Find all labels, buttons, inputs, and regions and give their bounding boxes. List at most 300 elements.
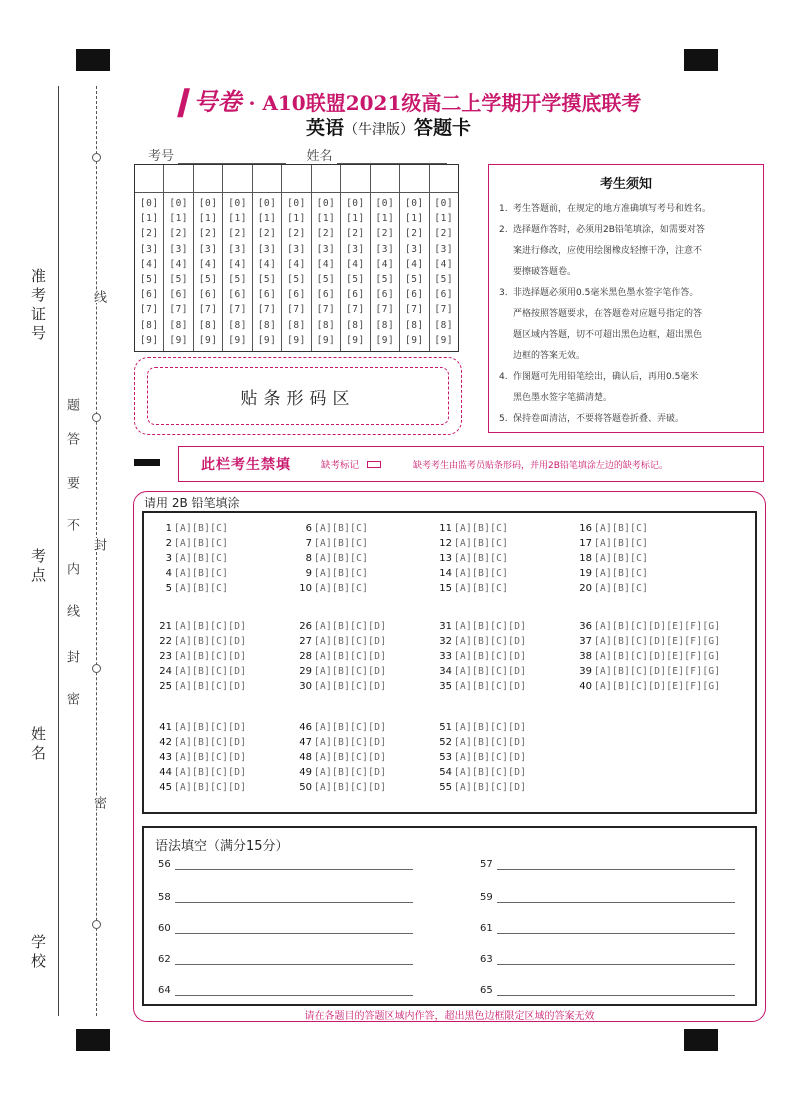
seal-text: 封 <box>64 650 79 663</box>
seal-text-line: 线 <box>91 290 106 303</box>
answer-bubbles[interactable]: [A][B][C][D] <box>454 767 527 778</box>
question-row <box>570 523 648 534</box>
exam-number-grid <box>134 164 459 352</box>
digit-bubble[interactable]: [3] <box>169 243 189 255</box>
digit-bubble[interactable]: [6] <box>287 289 306 301</box>
grammar-question-number: 57 <box>480 859 493 870</box>
answer-bubbles[interactable]: [A][B][C] <box>314 538 369 549</box>
digit-bubble[interactable]: [9] <box>169 334 189 346</box>
question-number: 41 <box>159 722 172 733</box>
barcode-label: 贴条形码区 <box>147 367 449 425</box>
answer-bubbles[interactable]: [A][B][C][D] <box>174 636 247 647</box>
digit-bubble[interactable]: [9] <box>346 334 365 346</box>
grammar-answer-line[interactable] <box>175 933 413 934</box>
question-number: 24 <box>159 666 172 677</box>
answer-bubbles[interactable]: [A][B][C] <box>454 553 509 564</box>
answer-bubbles[interactable]: [A][B][C] <box>174 523 229 534</box>
answer-bubbles[interactable]: [A][B][C][D] <box>314 651 387 662</box>
question-number: 29 <box>299 666 312 677</box>
digit-bubble[interactable]: [5] <box>346 274 365 286</box>
digit-bubble[interactable]: [3] <box>228 243 247 255</box>
digit-bubble[interactable]: [0] <box>287 198 306 210</box>
digit-bubble[interactable]: [5] <box>287 274 306 286</box>
seal-text: 题 <box>64 398 79 411</box>
digit-bubble[interactable]: [7] <box>228 304 247 316</box>
digit-bubble[interactable]: [6] <box>346 289 365 301</box>
digit-bubble[interactable]: [5] <box>316 274 336 286</box>
answer-bubbles[interactable]: [A][B][C] <box>454 568 509 579</box>
answer-bubbles[interactable]: [A][B][C][D] <box>174 752 247 763</box>
digit-bubble[interactable]: [6] <box>169 289 189 301</box>
answer-bubbles[interactable]: [A][B][C][D] <box>314 767 387 778</box>
notice-item-number: 4. <box>499 372 508 382</box>
grammar-answer-line[interactable] <box>175 995 413 996</box>
notice-item-text: 要擦破答题卷。 <box>513 267 577 277</box>
digit-entry-cell[interactable] <box>430 165 458 193</box>
grammar-question-number: 63 <box>480 954 493 965</box>
question-row <box>150 651 246 662</box>
digit-bubble[interactable]: [1] <box>228 213 247 225</box>
question-number: 8 <box>305 553 312 564</box>
digit-bubble[interactable]: [9] <box>287 334 306 346</box>
answer-bubbles[interactable]: [A][B][C] <box>454 523 509 534</box>
answer-bubbles[interactable]: [A][B][C][D] <box>454 752 527 763</box>
answer-bubbles[interactable]: [A][B][C][D] <box>454 621 527 632</box>
digit-bubble[interactable]: [0] <box>404 198 424 210</box>
digit-entry-cell[interactable] <box>164 165 192 193</box>
question-number: 20 <box>579 583 592 594</box>
digit-bubble[interactable]: [7] <box>139 304 159 316</box>
question-number: 34 <box>439 666 452 677</box>
answer-bubbles[interactable]: [A][B][C][D] <box>174 722 247 733</box>
grammar-fill-row <box>158 859 413 870</box>
digit-bubble[interactable]: [0] <box>316 198 336 210</box>
question-number: 11 <box>439 523 452 534</box>
digit-bubble[interactable]: [7] <box>287 304 306 316</box>
digit-bubble[interactable]: [4] <box>375 258 395 270</box>
digit-bubble[interactable]: [2] <box>375 228 395 240</box>
answer-bubbles[interactable]: [A][B][C] <box>594 538 649 549</box>
notice-item-number: 2. <box>499 225 508 235</box>
digit-bubble[interactable]: [7] <box>434 304 454 316</box>
notice-item-text: 严格按照答题要求，在答题卷对应题号指定的答 <box>513 309 703 319</box>
answer-bubbles[interactable]: [A][B][C][D][E][F][G] <box>594 651 721 662</box>
digit-bubble[interactable]: [9] <box>316 334 336 346</box>
digit-bubble[interactable]: [9] <box>434 334 454 346</box>
grammar-question-number: 59 <box>480 892 493 903</box>
question-row <box>150 752 246 763</box>
digit-bubble[interactable]: [3] <box>434 243 454 255</box>
question-number: 16 <box>579 523 592 534</box>
digit-bubble[interactable]: [8] <box>139 319 159 331</box>
answer-bubbles[interactable]: [A][B][C][D] <box>454 651 527 662</box>
answer-bubbles[interactable]: [A][B][C][D] <box>454 737 527 748</box>
question-number: 19 <box>579 568 592 579</box>
answer-bubbles[interactable]: [A][B][C][D] <box>174 782 247 793</box>
digit-column <box>282 165 311 351</box>
answer-bubbles[interactable]: [A][B][C][D] <box>174 666 247 677</box>
digit-bubble[interactable]: [8] <box>169 319 189 331</box>
question-row <box>290 767 386 778</box>
digit-entry-cell[interactable] <box>253 165 281 193</box>
answer-bubbles[interactable]: [A][B][C][D] <box>454 722 527 733</box>
answer-bubbles[interactable]: [A][B][C][D][E][F][G] <box>594 666 721 677</box>
question-number: 22 <box>159 636 172 647</box>
digit-bubble[interactable]: [0] <box>139 198 159 210</box>
question-row <box>290 538 368 549</box>
digit-bubble[interactable]: [4] <box>139 258 159 270</box>
answer-bubbles[interactable]: [A][B][C] <box>594 583 649 594</box>
digit-bubble[interactable]: [5] <box>434 274 454 286</box>
question-number: 49 <box>299 767 312 778</box>
grammar-fill-row <box>158 985 413 996</box>
digit-bubble[interactable]: [6] <box>316 289 336 301</box>
answer-bubbles[interactable]: [A][B][C][D] <box>454 636 527 647</box>
question-number: 36 <box>579 621 592 632</box>
seal-text: 密 <box>64 692 79 705</box>
notice-item-text: 作图题可先用铅笔绘出，确认后，再用0.5毫米 <box>513 372 699 382</box>
digit-bubble[interactable]: [2] <box>139 228 159 240</box>
digit-bubble[interactable]: [6] <box>434 289 454 301</box>
question-number: 12 <box>439 538 452 549</box>
digit-bubble[interactable]: [6] <box>139 289 159 301</box>
digit-column <box>341 165 370 351</box>
digit-entry-cell[interactable] <box>312 165 340 193</box>
digit-bubble[interactable]: [5] <box>375 274 395 286</box>
digit-bubble[interactable]: [0] <box>169 198 189 210</box>
digit-bubble[interactable]: [9] <box>139 334 159 346</box>
question-row <box>150 523 228 534</box>
exam-title: ❙号卷 · A10联盟2021级高二上学期开学摸底联考 <box>170 84 642 117</box>
digit-bubble[interactable]: [5] <box>404 274 424 286</box>
digit-bubble[interactable]: [0] <box>257 198 277 210</box>
digit-bubble[interactable]: [9] <box>375 334 395 346</box>
answer-bubbles[interactable]: [A][B][C][D] <box>454 782 527 793</box>
question-row <box>150 538 228 549</box>
digit-bubble[interactable]: [4] <box>404 258 424 270</box>
answer-bubbles[interactable]: [A][B][C][D][E][F][G] <box>594 621 721 632</box>
registration-mark <box>684 49 718 71</box>
digit-bubble[interactable]: [1] <box>346 213 365 225</box>
answer-bubbles[interactable]: [A][B][C][D] <box>314 737 387 748</box>
question-row <box>290 523 368 534</box>
digit-bubble[interactable]: [2] <box>169 228 189 240</box>
digit-bubble[interactable]: [6] <box>404 289 424 301</box>
digit-bubble[interactable]: [3] <box>404 243 424 255</box>
answer-bubbles[interactable]: [A][B][C][D] <box>454 681 527 692</box>
digit-bubble[interactable]: [8] <box>287 319 306 331</box>
answer-bubbles[interactable]: [A][B][C][D] <box>314 722 387 733</box>
grammar-answer-line[interactable] <box>497 869 735 870</box>
digit-bubble[interactable]: [2] <box>434 228 454 240</box>
digit-bubble[interactable]: [1] <box>404 213 424 225</box>
question-number: 53 <box>439 752 452 763</box>
answer-bubbles[interactable]: [A][B][C] <box>174 568 229 579</box>
question-number: 46 <box>299 722 312 733</box>
grammar-fill-row <box>480 892 735 903</box>
digit-column <box>135 165 164 351</box>
digit-entry-cell[interactable] <box>400 165 428 193</box>
digit-bubble[interactable]: [1] <box>316 213 336 225</box>
digit-bubble[interactable]: [8] <box>375 319 395 331</box>
answer-bubbles[interactable]: [A][B][C] <box>454 538 509 549</box>
digit-bubble[interactable]: [1] <box>287 213 306 225</box>
digit-bubble[interactable]: [6] <box>228 289 247 301</box>
seal-text: 答 <box>64 432 79 445</box>
answer-bubbles[interactable]: [A][B][C] <box>174 538 229 549</box>
answer-bubbles[interactable]: [A][B][C] <box>174 553 229 564</box>
answer-bubbles[interactable]: [A][B][C][D][E][F][G] <box>594 681 721 692</box>
grammar-answer-line[interactable] <box>497 902 735 903</box>
answer-bubbles[interactable]: [A][B][C] <box>594 568 649 579</box>
notice-item-text: 非选择题必须用0.5毫米黑色墨水签字笔作答。 <box>513 288 699 298</box>
answer-bubbles[interactable]: [A][B][C][D] <box>174 767 247 778</box>
digit-bubble[interactable]: [4] <box>228 258 247 270</box>
grammar-question-number: 61 <box>480 923 493 934</box>
answer-bubbles[interactable]: [A][B][C][D] <box>454 666 527 677</box>
digit-bubble[interactable]: [8] <box>316 319 336 331</box>
digit-bubble[interactable]: [5] <box>169 274 189 286</box>
question-number: 14 <box>439 568 452 579</box>
question-number: 2 <box>165 538 172 549</box>
question-number: 50 <box>299 782 312 793</box>
digit-bubble[interactable]: [2] <box>346 228 365 240</box>
answer-bubbles[interactable]: [A][B][C][D] <box>314 752 387 763</box>
question-number: 30 <box>299 681 312 692</box>
question-number: 55 <box>439 782 452 793</box>
question-row <box>290 752 386 763</box>
seal-text: 要 <box>64 476 79 489</box>
digit-bubble[interactable]: [0] <box>198 198 218 210</box>
answer-bubbles[interactable]: [A][B][C] <box>174 583 229 594</box>
absent-mark-box[interactable] <box>367 461 381 468</box>
digit-bubble[interactable]: [0] <box>375 198 395 210</box>
digit-bubble[interactable]: [1] <box>198 213 218 225</box>
digit-bubble[interactable]: [2] <box>198 228 218 240</box>
digit-bubble[interactable]: [4] <box>257 258 277 270</box>
exam-title-text: A10联盟2021级高二上学期开学摸底联考 <box>262 91 642 115</box>
question-number: 17 <box>579 538 592 549</box>
digit-bubble[interactable]: [7] <box>169 304 189 316</box>
digit-bubble[interactable]: [0] <box>228 198 247 210</box>
digit-bubble[interactable]: [1] <box>434 213 454 225</box>
answer-bubbles[interactable]: [A][B][C] <box>594 523 649 534</box>
answer-bubbles[interactable]: [A][B][C] <box>314 568 369 579</box>
digit-column <box>164 165 193 351</box>
digit-bubble[interactable]: [8] <box>198 319 218 331</box>
registration-mark <box>684 1029 718 1051</box>
question-row <box>430 681 526 692</box>
notice-item-text: 保持卷面清洁，不要将答题卷折叠、弄破。 <box>513 414 685 424</box>
digit-bubble[interactable]: [2] <box>316 228 336 240</box>
question-number: 1 <box>165 523 172 534</box>
answer-bubbles[interactable]: [A][B][C] <box>314 523 369 534</box>
digit-bubble[interactable]: [7] <box>346 304 365 316</box>
binding-hole <box>92 153 101 162</box>
binding-hole <box>92 413 101 422</box>
grammar-fill-row <box>158 923 413 934</box>
answer-bubbles[interactable]: [A][B][C][D] <box>314 621 387 632</box>
answer-bubbles[interactable]: [A][B][C][D] <box>174 621 247 632</box>
digit-bubble[interactable]: [3] <box>346 243 365 255</box>
question-row <box>430 538 508 549</box>
question-number: 39 <box>579 666 592 677</box>
question-row <box>570 553 648 564</box>
notice-item-number: 1. <box>499 204 508 214</box>
answer-bubbles[interactable]: [A][B][C][D] <box>314 666 387 677</box>
digit-bubble[interactable]: [9] <box>228 334 247 346</box>
digit-bubble[interactable]: [1] <box>139 213 159 225</box>
question-row <box>150 568 228 579</box>
question-row <box>150 621 246 632</box>
grammar-fill-row <box>480 954 735 965</box>
notice-item <box>499 220 753 283</box>
question-number: 51 <box>439 722 452 733</box>
digit-bubble[interactable]: [3] <box>198 243 218 255</box>
digit-bubble[interactable]: [7] <box>375 304 395 316</box>
grammar-question-number: 62 <box>158 954 171 965</box>
answer-bubbles[interactable]: [A][B][C][D] <box>314 782 387 793</box>
digit-bubble[interactable]: [2] <box>228 228 247 240</box>
digit-bubble[interactable]: [1] <box>257 213 277 225</box>
digit-bubble[interactable]: [4] <box>346 258 365 270</box>
digit-bubble[interactable]: [9] <box>404 334 424 346</box>
digit-bubble[interactable]: [2] <box>257 228 277 240</box>
digit-bubble[interactable]: [2] <box>404 228 424 240</box>
digit-bubble[interactable]: [7] <box>257 304 277 316</box>
question-number: 15 <box>439 583 452 594</box>
question-row <box>290 651 386 662</box>
digit-bubble[interactable]: [3] <box>375 243 395 255</box>
digit-bubble[interactable]: [8] <box>434 319 454 331</box>
question-row <box>150 553 228 564</box>
digit-bubble[interactable]: [4] <box>198 258 218 270</box>
digit-entry-cell[interactable] <box>282 165 310 193</box>
question-number: 48 <box>299 752 312 763</box>
digit-bubble[interactable]: [6] <box>198 289 218 301</box>
digit-column <box>430 165 458 351</box>
digit-bubble[interactable]: [4] <box>287 258 306 270</box>
question-row <box>150 722 246 733</box>
notice-item-number: 5. <box>499 414 508 424</box>
digit-bubble[interactable]: [6] <box>257 289 277 301</box>
barcode-area <box>134 357 462 435</box>
question-number: 35 <box>439 681 452 692</box>
notice-item-number: 3. <box>499 288 508 298</box>
answer-bubbles[interactable]: [A][B][C] <box>314 583 369 594</box>
digit-entry-cell[interactable] <box>371 165 399 193</box>
digit-column <box>371 165 400 351</box>
digit-column <box>194 165 223 351</box>
digit-bubble[interactable]: [8] <box>404 319 424 331</box>
digit-bubble[interactable]: [8] <box>228 319 247 331</box>
digit-bubble[interactable]: [0] <box>434 198 454 210</box>
digit-bubble[interactable]: [8] <box>257 319 277 331</box>
notice-item-text: 考生答题前，在规定的地方准确填写考号和姓名。 <box>513 204 712 214</box>
digit-bubble[interactable]: [7] <box>404 304 424 316</box>
question-number: 7 <box>305 538 312 549</box>
question-row <box>570 568 648 579</box>
digit-bubble[interactable]: [5] <box>198 274 218 286</box>
answer-bubbles[interactable]: [A][B][C][D] <box>314 681 387 692</box>
answer-bubbles[interactable]: [A][B][C] <box>314 553 369 564</box>
question-number: 47 <box>299 737 312 748</box>
question-number: 32 <box>439 636 452 647</box>
digit-bubble[interactable]: [3] <box>139 243 159 255</box>
digit-bubble[interactable]: [6] <box>375 289 395 301</box>
footer-warning: 请在各题目的答题区域内作答，超出黑色边框限定区域的答案无效 <box>304 1011 595 1022</box>
answer-bubbles[interactable]: [A][B][C][D] <box>174 681 247 692</box>
side-label-site: 考点 <box>29 548 47 586</box>
notice-title: 考生须知 <box>599 177 652 192</box>
answer-bubbles[interactable]: [A][B][C] <box>454 583 509 594</box>
answer-bubbles[interactable]: [A][B][C][D][E][F][G] <box>594 636 721 647</box>
notice-item-text: 边框的答案无效。 <box>513 351 586 361</box>
digit-bubble[interactable]: [9] <box>257 334 277 346</box>
question-row <box>430 782 526 793</box>
digit-bubble[interactable]: [9] <box>198 334 218 346</box>
digit-bubble[interactable]: [4] <box>434 258 454 270</box>
digit-bubble[interactable]: [7] <box>198 304 218 316</box>
digit-bubble[interactable]: [7] <box>316 304 336 316</box>
notice-item-text: 题区域内答题，切不可超出黑色边框，超出黑色 <box>513 330 703 340</box>
digit-bubble[interactable]: [3] <box>257 243 277 255</box>
digit-bubble[interactable]: [5] <box>257 274 277 286</box>
grammar-question-number: 58 <box>158 892 171 903</box>
digit-bubble[interactable]: [2] <box>287 228 306 240</box>
grammar-answer-line[interactable] <box>175 869 413 870</box>
question-row <box>570 651 720 662</box>
grammar-answer-line[interactable] <box>175 964 413 965</box>
grammar-answer-line[interactable] <box>175 902 413 903</box>
grammar-answer-line[interactable] <box>497 995 735 996</box>
question-row <box>290 568 368 579</box>
question-number: 27 <box>299 636 312 647</box>
question-number: 13 <box>439 553 452 564</box>
question-row <box>430 752 526 763</box>
digit-bubble[interactable]: [1] <box>375 213 395 225</box>
digit-bubble[interactable]: [4] <box>316 258 336 270</box>
question-row <box>150 681 246 692</box>
answer-bubbles[interactable]: [A][B][C][D] <box>174 651 247 662</box>
grammar-answer-line[interactable] <box>497 933 735 934</box>
question-number: 6 <box>305 523 312 534</box>
answer-bubbles[interactable]: [A][B][C] <box>594 553 649 564</box>
digit-entry-cell[interactable] <box>135 165 163 193</box>
digit-bubble[interactable]: [3] <box>287 243 306 255</box>
digit-bubble[interactable]: [5] <box>228 274 247 286</box>
digit-entry-cell[interactable] <box>223 165 251 193</box>
grammar-answer-line[interactable] <box>497 964 735 965</box>
digit-bubble[interactable]: [0] <box>346 198 365 210</box>
answer-bubbles[interactable]: [A][B][C][D] <box>314 636 387 647</box>
grammar-question-number: 60 <box>158 923 171 934</box>
digit-entry-cell[interactable] <box>341 165 369 193</box>
digit-bubble[interactable]: [8] <box>346 319 365 331</box>
digit-bubble[interactable]: [4] <box>169 258 189 270</box>
answer-bubbles[interactable]: [A][B][C][D] <box>174 737 247 748</box>
candidate-fields <box>148 145 447 164</box>
exam-no-label: 考号 <box>148 149 175 164</box>
digit-entry-cell[interactable] <box>194 165 222 193</box>
digit-bubble[interactable]: [3] <box>316 243 336 255</box>
question-row <box>430 523 508 534</box>
notice-item <box>499 367 753 409</box>
digit-bubble[interactable]: [5] <box>139 274 159 286</box>
digit-bubble[interactable]: [1] <box>169 213 189 225</box>
question-number: 45 <box>159 782 172 793</box>
question-number: 40 <box>579 681 592 692</box>
